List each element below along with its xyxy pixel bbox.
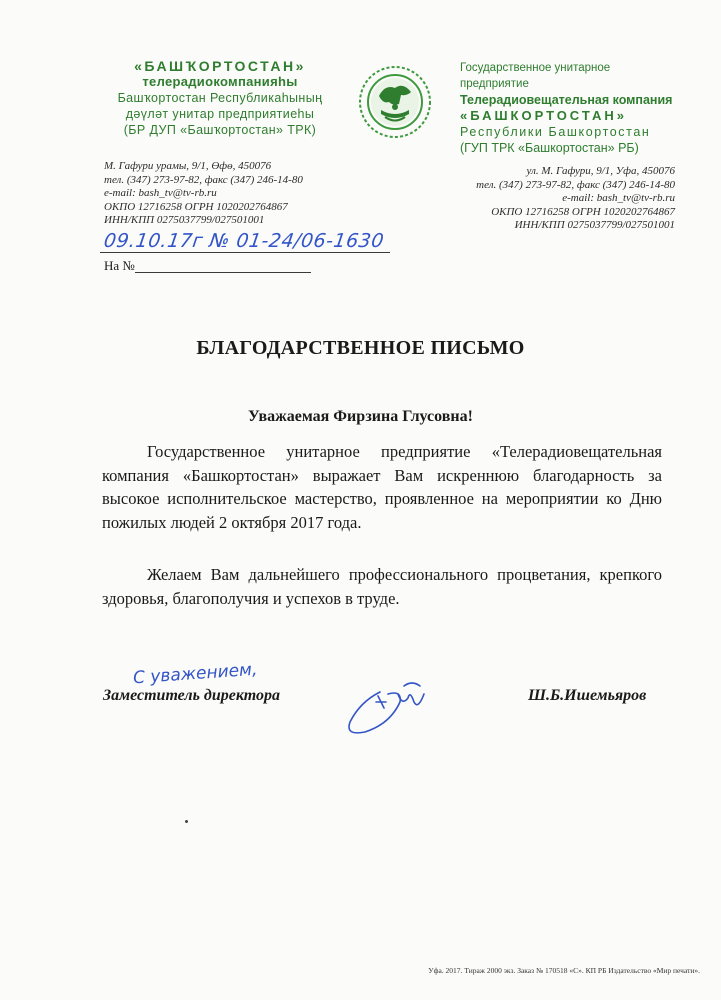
org-abbrev-russian: (ГУП ТРК «Башкортостан» РБ) bbox=[460, 141, 639, 155]
email: e-mail: bash_tv@tv-rb.ru bbox=[104, 187, 217, 199]
header-russian-block bbox=[460, 60, 680, 156]
reference-label: На № bbox=[104, 258, 135, 273]
signature-icon bbox=[340, 672, 450, 742]
salutation: Уважаемая Фирзина Глусовна! bbox=[248, 408, 473, 425]
org-type-russian: Телерадиовещательная компания bbox=[460, 93, 673, 107]
okpo: ОКПО 12716258 ОГРН 1020202764867 bbox=[104, 200, 288, 213]
org-republic-russian: Республики Башкортостан bbox=[460, 125, 651, 139]
phone: тел. (347) 273-97-82, факс (347) 246-14-80 bbox=[104, 173, 303, 186]
org-name-bashkir: «БАШҠОРТОСТАН» bbox=[134, 58, 306, 74]
body-paragraph-2: Желаем Вам дальнейшего профессионального процветания, крепкого здоровья, благополучия и успехов в труде. bbox=[102, 565, 662, 608]
stray-mark bbox=[185, 820, 188, 823]
bashkortostan-emblem-icon bbox=[355, 62, 435, 142]
email: e-mail: bash_tv@tv-rb.ru bbox=[562, 192, 675, 204]
signer-position: Заместитель директора bbox=[103, 687, 280, 704]
org-type-bashkir: телерадиокомпанияһы bbox=[142, 74, 298, 89]
divider bbox=[100, 252, 390, 253]
signer-name: Ш.Б.Ишемьяров bbox=[528, 687, 647, 704]
org-republic-bashkir: Башҡортостан Республикаһының bbox=[117, 91, 323, 105]
org-enterprise-bashkir: дәүләт унитар предприятиеһы bbox=[125, 107, 315, 121]
registration-number-handwritten: 09.10.17г № 01-24/06-1630 bbox=[102, 230, 386, 252]
reference-underline bbox=[135, 272, 311, 273]
print-footer: Уфа. 2017. Тираж 2000 экз. Заказ № 170518 «С». КП РБ Издательство «Мир печати». bbox=[428, 966, 700, 975]
org-name-russian: «БАШКОРТОСТАН» bbox=[460, 108, 627, 123]
registration-number-line bbox=[100, 230, 400, 258]
address: ул. М. Гафури, 9/1, Уфа, 450076 bbox=[526, 165, 675, 177]
org-enterprise-russian: Государственное унитарное предприятие bbox=[460, 62, 611, 90]
inn: ИНН/КПП 0275037799/027501001 bbox=[104, 214, 265, 226]
okpo: ОКПО 12716258 ОГРН 1020202764867 bbox=[491, 205, 675, 218]
address: М. Гафури урамы, 9/1, Өфө, 450076 bbox=[104, 160, 272, 172]
contacts-bashkir bbox=[104, 160, 354, 228]
body-paragraph-1: Государственное унитарное предприятие «Телерадиовещательная компания «Башкортостан» выражает Вам искреннюю благодарность за высокое исполнительское мастерство, проявленное на мероприятии ко Дню пожилых людей 2 октября 2017 года. bbox=[102, 442, 662, 532]
inn: ИНН/КПП 0275037799/027501001 bbox=[514, 219, 675, 231]
handwritten-regards: С уважением, bbox=[132, 659, 258, 689]
org-abbrev-bashkir: (БР ДУП «Башҡортостан» ТРК) bbox=[123, 123, 317, 137]
contacts-russian bbox=[440, 165, 675, 233]
letter-title: БЛАГОДАРСТВЕННОЕ ПИСЬМО bbox=[196, 337, 525, 359]
phone: тел. (347) 273-97-82, факс (347) 246-14-80 bbox=[476, 178, 675, 191]
header-bashkir-block bbox=[100, 58, 340, 138]
